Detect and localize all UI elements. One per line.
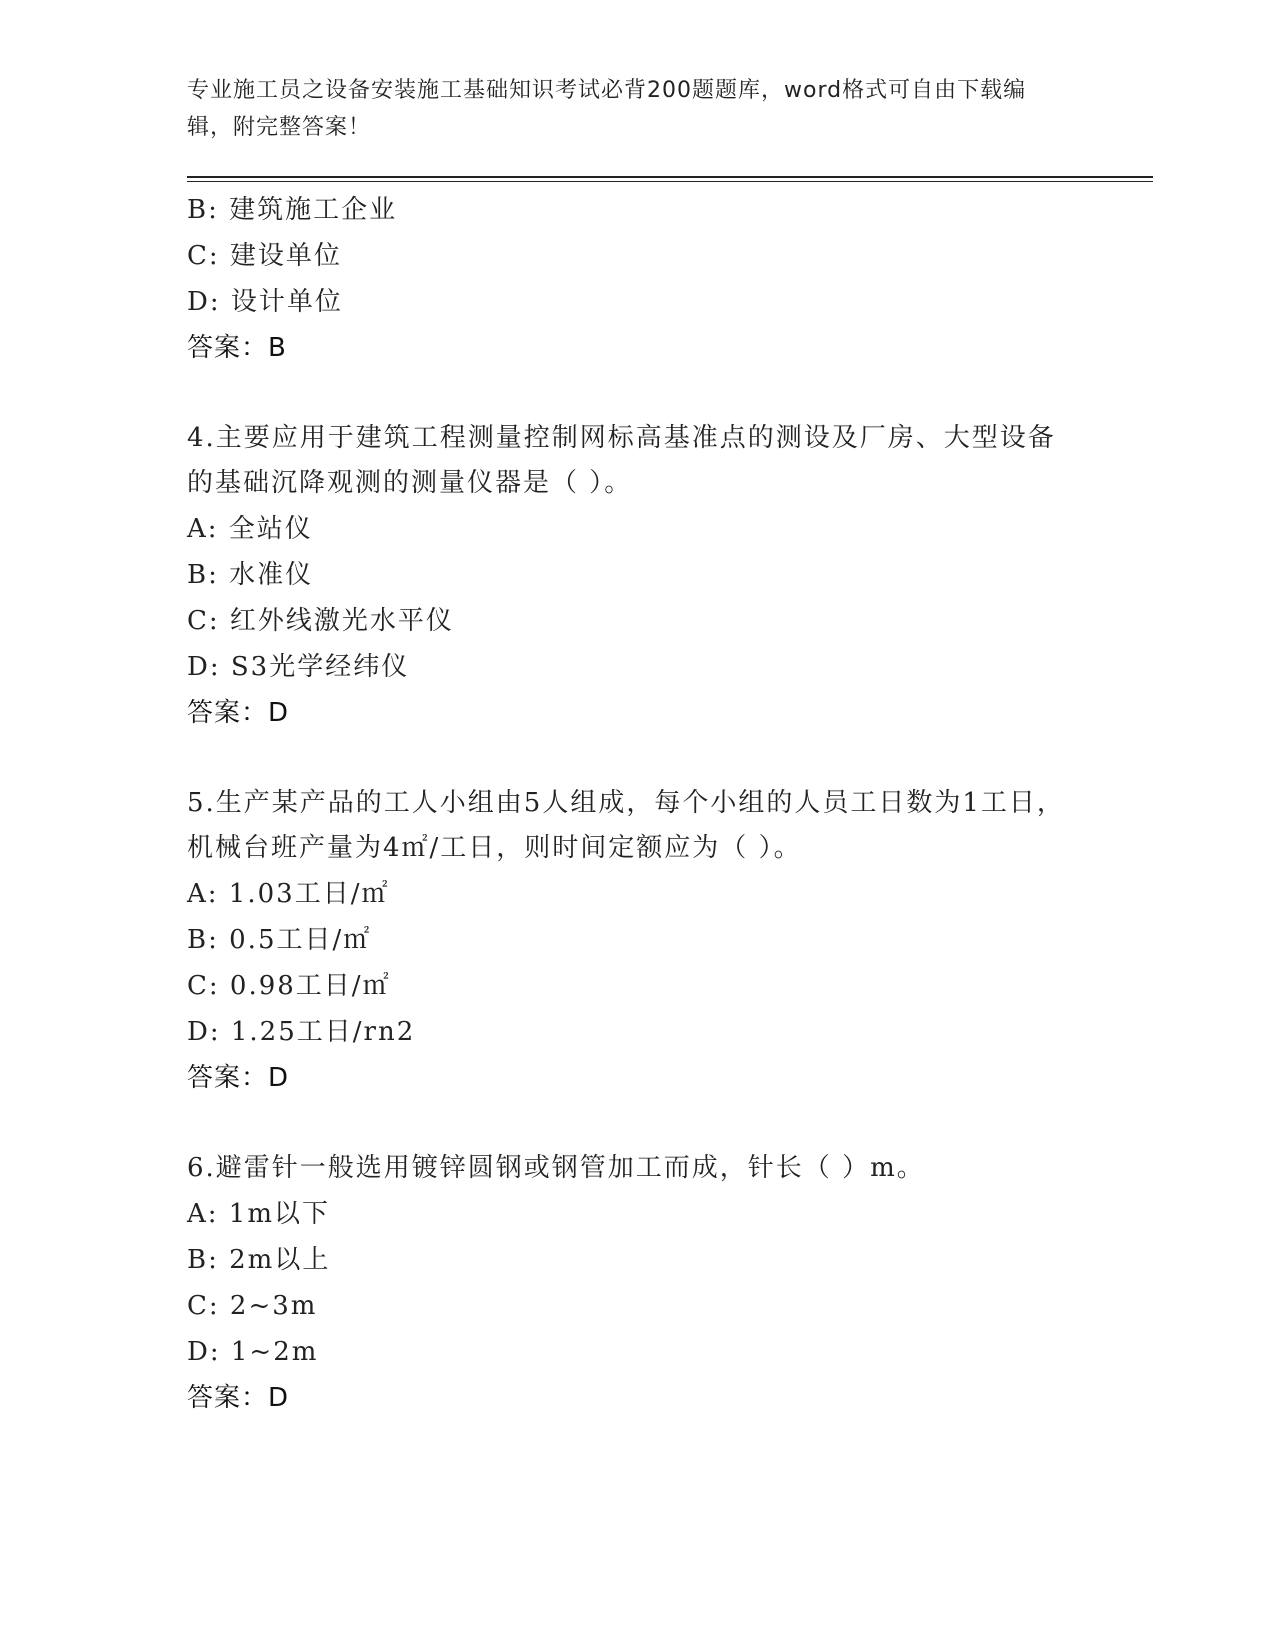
- spacer: [187, 736, 1067, 781]
- question-stem: 4.主要应用于建筑工程测量控制网标高基准点的测设及厂房、大型设备的基础沉降观测的测量仪器是（ ）。: [187, 423, 1056, 498]
- option-a: A: 1m以下: [187, 1199, 330, 1229]
- header-divider-thin: [187, 181, 1153, 182]
- option-c: C: 0.98工日/㎡: [187, 971, 391, 1001]
- question-stem: 6.避雷针一般选用镀锌圆钢或钢管加工而成，针长（ ）m。: [187, 1153, 925, 1183]
- question-content: [187, 187, 1067, 1421]
- answer-line: 答案：D: [187, 698, 290, 728]
- option-d: D: S3光学经纬仪: [187, 652, 410, 682]
- question-stem: 5.生产某产品的工人小组由5人组成，每个小组的人员工日数为1工日，机械台班产量为4㎡/工日，则时间定额应为（ ）。: [187, 788, 1065, 863]
- option-b: B: 2m以上: [187, 1245, 331, 1275]
- spacer: [187, 371, 1067, 416]
- option-b: B: 0.5工日/㎡: [187, 925, 372, 955]
- option-c: C: 2~3m: [187, 1291, 318, 1321]
- answer-line: 答案：B: [187, 333, 287, 363]
- answer-line: 答案：D: [187, 1063, 290, 1093]
- option-a: A: 全站仪: [187, 514, 313, 544]
- option-d: D: 设计单位: [187, 287, 343, 317]
- option-b: B: 建筑施工企业: [187, 195, 398, 225]
- question-6: [187, 1146, 1067, 1421]
- document-header-title: 专业施工员之设备安装施工基础知识考试必背200题题库，word格式可自由下载编辑，附完整答案！: [187, 78, 1027, 140]
- question-4: [187, 416, 1067, 736]
- option-a: A: 1.03工日/㎡: [187, 879, 390, 909]
- spacer: [187, 1101, 1067, 1146]
- option-d: D: 1~2m: [187, 1337, 319, 1367]
- option-d: D: 1.25工日/rn2: [187, 1017, 416, 1047]
- continued-question: [187, 187, 1067, 371]
- question-5: [187, 781, 1067, 1101]
- header-divider-thick: [187, 176, 1153, 178]
- answer-line: 答案：D: [187, 1383, 290, 1413]
- option-c: C: 红外线激光水平仪: [187, 606, 454, 636]
- option-b: B: 水准仪: [187, 560, 314, 590]
- option-c: C: 建设单位: [187, 241, 342, 271]
